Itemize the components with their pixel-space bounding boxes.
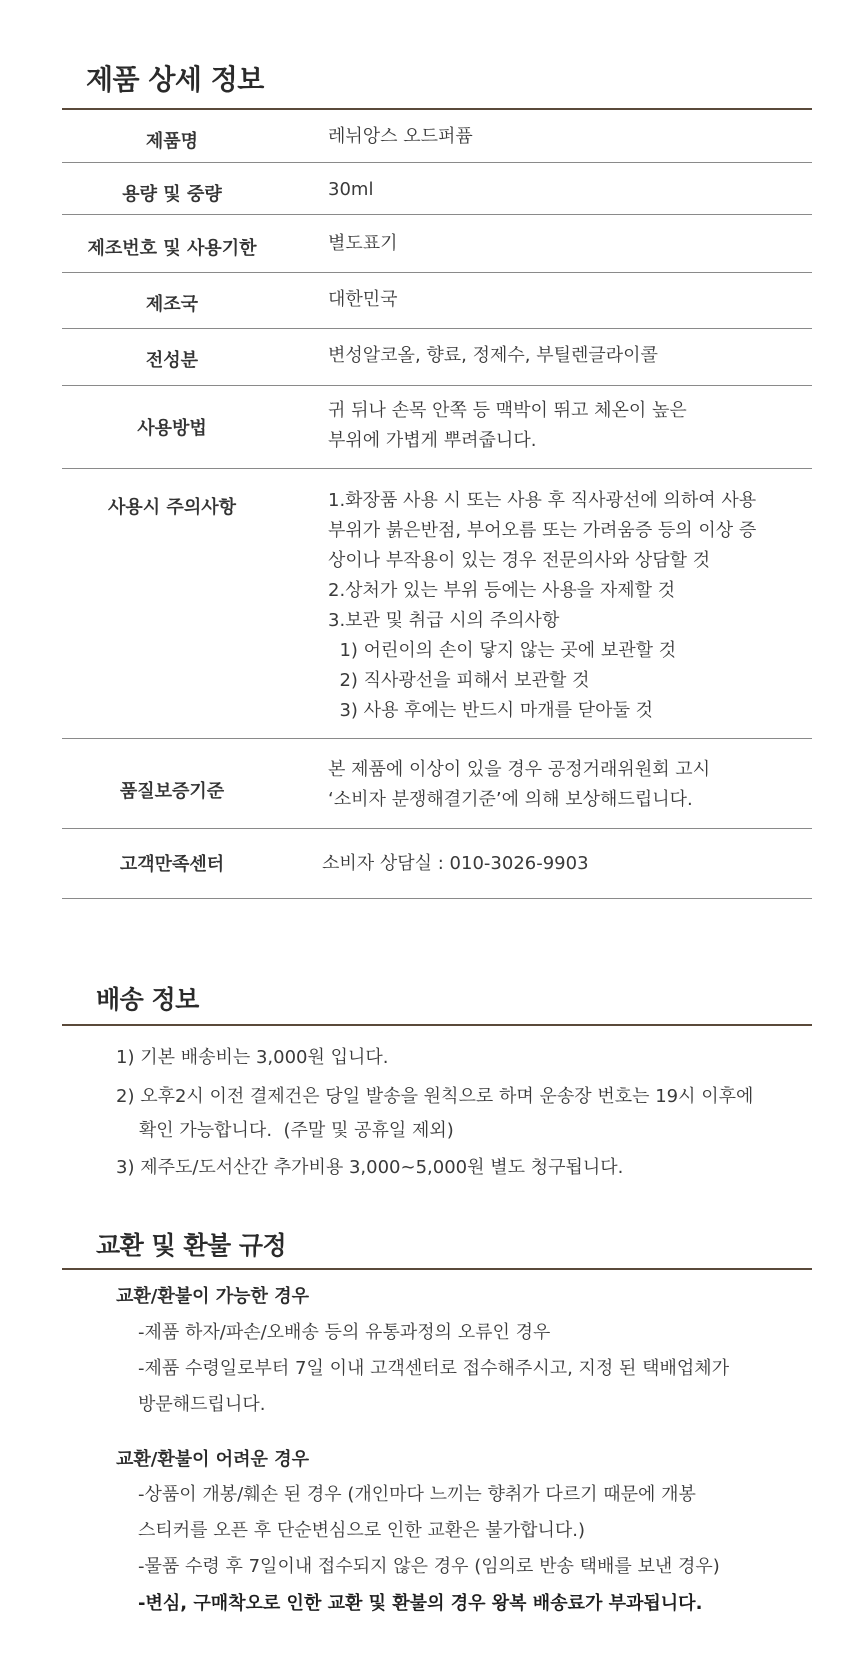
row-divider <box>62 738 812 739</box>
row-value-precautions-line-6: 1) 어린이의 손이 닿지 않는 곳에 보관할 것 <box>328 640 677 661</box>
row-value-customer-center: 소비자 상담실 : 010-3026-9903 <box>322 853 589 874</box>
row-label-precautions: 사용시 주의사항 <box>108 497 236 518</box>
shipping-line-2: 2) 오후2시 이전 결제건은 당일 발송을 원칙으로 하며 운송장 번호는 19시 이후에 <box>116 1086 754 1107</box>
row-value-product-name: 레뉘앙스 오드퍼퓸 <box>328 126 473 147</box>
row-label-lot-expiry: 제조번호 및 사용기한 <box>87 238 257 259</box>
row-value-precautions-line-2: 부위가 붉은반점, 부어오름 또는 가려움증 등의 이상 증 <box>328 520 757 541</box>
row-label-volume: 용량 및 중량 <box>122 184 222 205</box>
section-divider <box>62 1024 812 1026</box>
exchange-possible-line-1: -제품 하자/파손/오배송 등의 유통과정의 오류인 경우 <box>138 1322 551 1343</box>
exchange-impossible-heading: 교환/환불이 어려운 경우 <box>116 1449 309 1470</box>
exchange-impossible-line-1: -상품이 개봉/훼손 된 경우 (개인마다 느끼는 향취가 다르기 때문에 개봉 <box>138 1484 696 1505</box>
row-label-customer-center: 고객만족센터 <box>119 854 225 875</box>
product-section-title: 제품 상세 정보 <box>86 63 264 96</box>
exchange-impossible-line-3: -물품 수령 후 7일이내 접수되지 않은 경우 (임의로 반송 택배를 보낸 경우) <box>138 1556 720 1577</box>
exchange-impossible-line-2: 스티커를 오픈 후 단순변심으로 인한 교환은 불가합니다.) <box>138 1520 585 1541</box>
shipping-line-1: 1) 기본 배송비는 3,000원 입니다. <box>116 1047 389 1068</box>
row-value-lot-expiry: 별도표기 <box>328 233 398 254</box>
section-divider <box>62 108 812 110</box>
row-value-precautions-line-1: 1.화장품 사용 시 또는 사용 후 직사광선에 의하여 사용 <box>328 490 757 511</box>
row-value-usage-line-1: 귀 뒤나 손목 안쪽 등 맥박이 뛰고 체온이 높은 <box>328 400 687 421</box>
shipping-line-4: 3) 제주도/도서산간 추가비용 3,000~5,000원 별도 청구됩니다. <box>116 1157 624 1178</box>
row-value-quality-line-2: ‘소비자 분쟁해결기준’에 의해 보상해드립니다. <box>328 789 693 810</box>
row-value-precautions-line-5: 3.보관 및 취급 시의 주의사항 <box>328 610 560 631</box>
exchange-possible-line-2: -제품 수령일로부터 7일 이내 고객센터로 접수해주시고, 지정 된 택배업체가 <box>138 1358 730 1379</box>
exchange-possible-heading: 교환/환불이 가능한 경우 <box>116 1286 309 1307</box>
shipping-section-title: 배송 정보 <box>96 985 199 1014</box>
exchange-fee-notice: -변심, 구매착오로 인한 교환 및 환불의 경우 왕복 배송료가 부과됩니다. <box>138 1593 703 1614</box>
row-divider <box>62 828 812 829</box>
row-label-ingredients: 전성분 <box>145 350 199 371</box>
row-value-volume: 30ml <box>328 179 374 200</box>
row-divider <box>62 214 812 215</box>
section-divider <box>62 1268 812 1270</box>
row-value-precautions-line-8: 3) 사용 후에는 반드시 마개를 닫아둘 것 <box>328 700 654 721</box>
shipping-line-3: 확인 가능합니다. (주말 및 공휴일 제외) <box>116 1120 454 1141</box>
row-divider <box>62 385 812 386</box>
row-value-precautions-line-7: 2) 직사광선을 피해서 보관할 것 <box>328 670 590 691</box>
row-value-precautions-line-3: 상이나 부작용이 있는 경우 전문의사와 상담할 것 <box>328 550 711 571</box>
row-value-precautions-line-4: 2.상처가 있는 부위 등에는 사용을 자제할 것 <box>328 580 676 601</box>
row-value-country: 대한민국 <box>328 289 398 310</box>
row-label-country: 제조국 <box>145 294 199 315</box>
row-divider <box>62 468 812 469</box>
exchange-section-title: 교환 및 환불 규정 <box>96 1231 287 1260</box>
exchange-possible-line-3: 방문해드립니다. <box>138 1394 266 1415</box>
row-label-product-name: 제품명 <box>145 131 199 152</box>
row-divider <box>62 272 812 273</box>
row-divider <box>62 898 812 899</box>
row-label-quality: 품질보증기준 <box>119 781 225 802</box>
row-value-usage-line-2: 부위에 가볍게 뿌려줍니다. <box>328 430 537 451</box>
row-value-quality-line-1: 본 제품에 이상이 있을 경우 공정거래위원회 고시 <box>328 759 711 780</box>
row-divider <box>62 328 812 329</box>
row-label-usage: 사용방법 <box>137 418 207 439</box>
row-value-ingredients: 변성알코올, 향료, 정제수, 부틸렌글라이콜 <box>328 345 658 366</box>
row-divider <box>62 162 812 163</box>
